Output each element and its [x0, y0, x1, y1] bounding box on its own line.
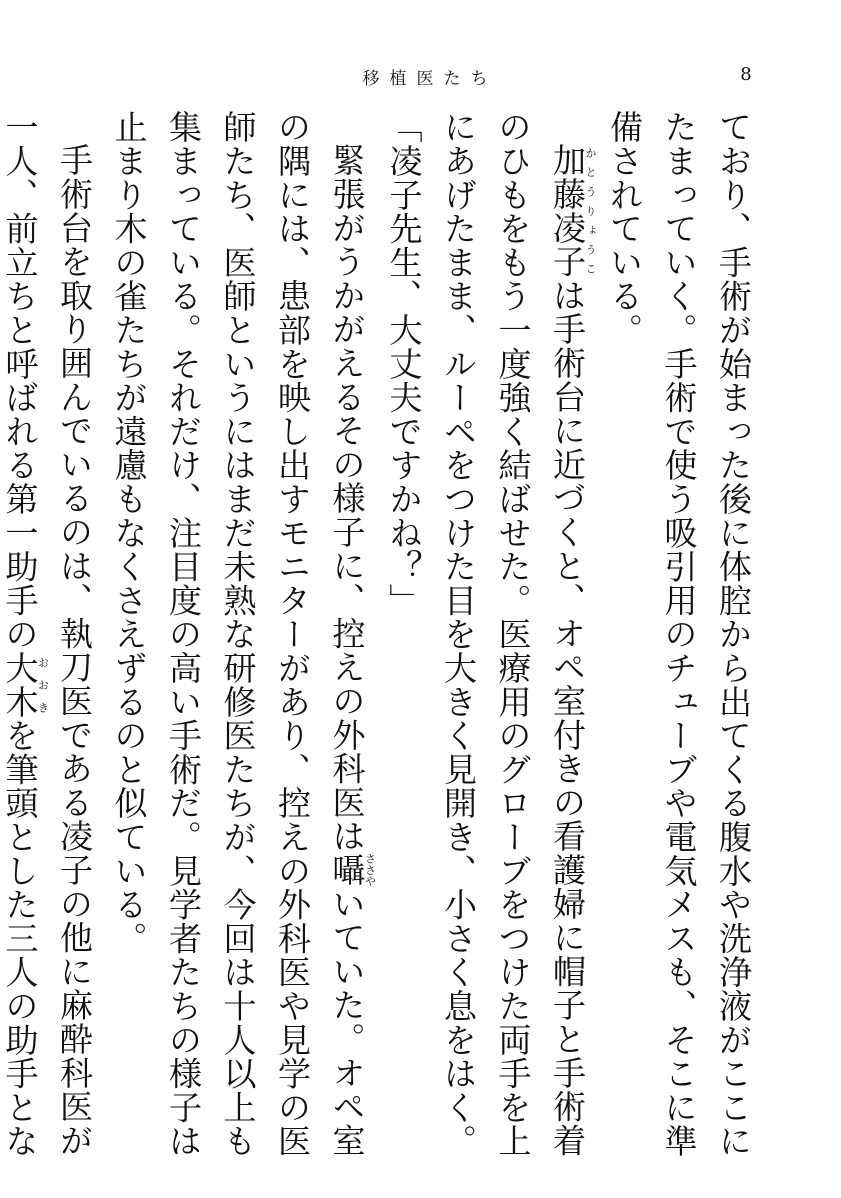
- paragraph: [101, 110, 376, 1170]
- ruby-word: [0, 650, 50, 719]
- text-run: ており、手術が始まった後に体腔から出てくる腹水や洗浄液がここにたまっていく。手術で使う吸引用のチューブや電気メスも、そこに準備されている。: [605, 110, 753, 1158]
- text-run: 「凌子先生、大丈夫ですかね？」: [384, 110, 424, 617]
- paragraph: [597, 110, 761, 1170]
- text-run: 手術台を取り囲んでいるのは、執刀医である凌子の他に麻酔科医が一人、前立ちと呼ばれる第一助手の: [0, 110, 94, 1158]
- running-title: 移植医たち: [362, 69, 498, 89]
- paragraph: [0, 110, 101, 1170]
- ruby-word: [548, 143, 597, 279]
- ruby-reading: おおき: [36, 650, 50, 719]
- ruby-base: 加藤凌子: [548, 143, 587, 279]
- ruby-reading: かとうりょうこ: [584, 143, 597, 279]
- ruby-base: 大木: [0, 650, 40, 719]
- ruby-base: 囁: [327, 853, 367, 887]
- ruby-reading: ささや: [363, 853, 377, 887]
- text-run: は手術台に近づくと、オペ室付きの看護婦に帽子と手術着のひもをもう一度強く結ばせた。医療用のグローブをつけた両手を上にあげたまま、ルーペをつけた目を大きく見開き、小さく息をはく。: [439, 110, 587, 1158]
- page-number: 8: [740, 64, 752, 85]
- body-text: [0, 110, 760, 1170]
- ruby-word: [327, 853, 377, 887]
- text-run: を筆頭とした三人の助手とな: [0, 718, 40, 1158]
- text-run: 緊張がうかがえるその様子に、控えの外科医は: [327, 143, 367, 853]
- paragraph: [431, 110, 597, 1170]
- paragraph: [376, 110, 431, 1170]
- text-run: いていた。オペ室の隅には、患部を映し出すモニターがあり、控えの外科医や見学の医師たち、医師というにはまだ未熟な研修医たちが、今回は十人以上も集まっている。それだけ、注目度の高い手術だ。見学者たちの様子は止まり木の雀たちが遠慮もなくさえずるのと似ている。: [109, 110, 367, 1158]
